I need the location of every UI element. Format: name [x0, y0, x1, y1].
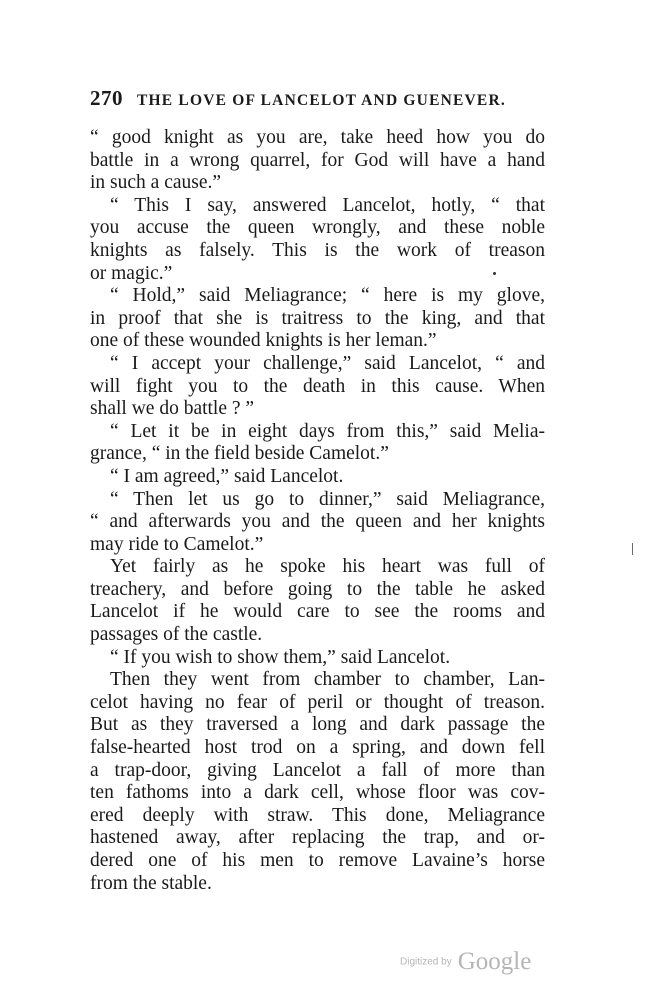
text-line: ten fathoms into a dark cell, whose floor was cov-: [90, 782, 545, 804]
text-line: “ and afterwards you and the queen and her knights: [90, 511, 545, 533]
text-line: Yet fairly as he spoke his heart was full of: [110, 556, 545, 578]
text-line: “ Hold,” said Meliagrance; “ here is my glove,: [110, 285, 545, 307]
page-number: 270: [90, 86, 123, 110]
text-line: you accuse the queen wrongly, and these noble: [90, 217, 545, 239]
text-line: battle in a wrong quarrel, for God will have a hand: [90, 149, 545, 171]
text-line: one of these wounded knights is her leman.”: [90, 330, 437, 352]
text-line: may ride to Camelot.”: [90, 533, 264, 555]
text-line: “ good knight as you are, take heed how you do: [90, 127, 545, 148]
text-line: a trap-door, giving Lancelot a fall of more than: [90, 759, 545, 781]
body-text: [90, 127, 545, 895]
watermark-logo: Google: [457, 948, 532, 975]
text-line: “ This I say, answered Lancelot, hotly, “ that: [110, 194, 545, 216]
text-line: “ I am agreed,” said Lancelot.: [110, 465, 344, 487]
print-speck: [493, 272, 496, 275]
text-line: But as they traversed a long and dark passage the: [90, 714, 545, 736]
text-line: passages of the castle.: [90, 624, 263, 646]
text-line: from the stable.: [90, 872, 212, 894]
running-head: [90, 86, 550, 114]
text-line: knights as falsely. This is the work of treason: [90, 239, 545, 261]
text-line: treachery, and before going to the table he asked: [90, 578, 545, 600]
book-title: THE LOVE OF LANCELOT AND GUENEVER.: [137, 92, 506, 109]
text-line: celot having no fear of peril or thought of treason.: [90, 691, 545, 713]
text-line: in proof that she is traitress to the king, and that: [90, 307, 545, 329]
text-line: hastened away, after replacing the trap, and or-: [90, 827, 545, 849]
text-line: “ If you wish to show them,” said Lancelot.: [110, 646, 451, 668]
margin-mark: [632, 543, 633, 555]
text-line: “ Let it be in eight days from this,” said Melia-: [110, 420, 545, 442]
text-line: Lancelot if he would care to see the rooms and: [90, 601, 545, 623]
text-line: “ Then let us go to dinner,” said Meliagrance,: [110, 488, 545, 510]
text-line: will fight you to the death in this cause. When: [90, 375, 545, 397]
text-line: ered deeply with straw. This done, Meliagrance: [90, 804, 545, 826]
watermark-prefix: Digitized by: [400, 956, 452, 968]
text-line: Then they went from chamber to chamber, Lan-: [110, 669, 545, 691]
text-line: grance, “ in the field beside Camelot.”: [90, 443, 389, 465]
text-line: in such a cause.”: [90, 172, 222, 194]
text-line: dered one of his men to remove Lavaine’s horse: [90, 850, 545, 871]
text-line: or magic.”: [90, 262, 173, 284]
text-line: false-hearted host trod on a spring, and down fell: [90, 737, 545, 759]
digitization-watermark: [400, 948, 550, 982]
text-line: “ I accept your challenge,” said Lancelot, “ and: [110, 352, 545, 374]
text-line: shall we do battle ? ”: [90, 398, 255, 420]
